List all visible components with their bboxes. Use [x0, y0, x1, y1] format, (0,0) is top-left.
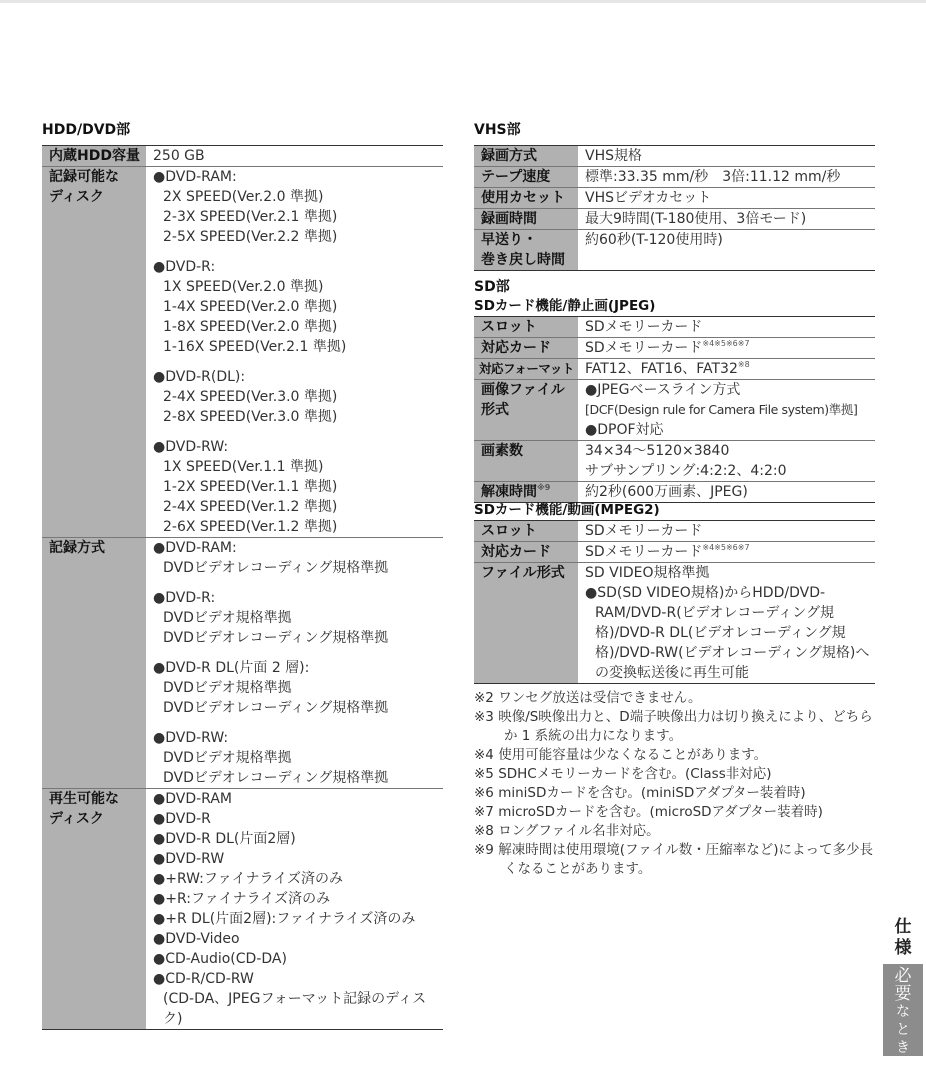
vhs-spec-table	[474, 145, 875, 271]
list-item: ●CD-R/CD-RW	[153, 971, 254, 987]
sd-mpeg-table	[474, 520, 875, 684]
table-row: 解凍時間$^{※9}$ 約2秒(600万画素、JPEG)	[474, 482, 875, 503]
playable-disc-value	[146, 789, 443, 1030]
list-item: ●DVD-R	[153, 811, 211, 827]
table-row: 使用カセット VHSビデオカセット	[474, 188, 875, 209]
footnotes	[474, 689, 879, 879]
hdd-dvd-section-title: HDD/DVD部	[42, 122, 131, 138]
disc-group-name: ●DVD-R(DL):	[153, 369, 246, 385]
hdd-capacity-row	[42, 146, 443, 167]
side-tab-when-needed[interactable]: 必 要 な と き	[883, 964, 923, 1056]
table-row: 対応フォーマット FAT12、FAT16、FAT32$^{※8}$	[474, 359, 875, 380]
sd-jpeg-table	[474, 316, 875, 503]
recording-method-label: 記録方式	[42, 538, 146, 789]
table-row: スロット SDメモリーカード	[474, 521, 875, 542]
table-row: ファイル形式 SD VIDEO規格準拠 ●SD(SD VIDEO規格)からHDD/DVD-RAM/DVD-R(ビデオレコーディング規格)/DVD-R DL(ビデオレコーディング規格)/DVD-RW(ビデオレコーディング規格)への変換転送後に再生可能	[474, 563, 875, 684]
list-item: ●CD-Audio(CD-DA)	[153, 951, 287, 967]
recording-method-row	[42, 538, 443, 789]
sd-mpeg-subtitle: SDカード機能/動画(MPEG2)	[474, 502, 660, 518]
sd-section-title: SD部	[474, 279, 510, 295]
hdd-capacity-value: 250 GB	[146, 146, 443, 167]
footnote: ※3 映像/S映像出力と、D端子映像出力は切り換えにより、どちらか 1 系統の出力になります。	[474, 709, 873, 744]
table-row: テープ速度 標準:33.35 mm/秒 3倍:11.12 mm/秒	[474, 167, 875, 188]
list-item: ●DVD-RW	[153, 851, 225, 867]
table-row: 対応カード SDメモリーカード$^{※4※5※6※7}$	[474, 542, 875, 563]
table-row: 早送り・ 巻き戻し時間 約60秒(T-120使用時)	[474, 230, 875, 271]
table-row: 画像ファイル 形式 ●JPEGベースライン方式 [DCF(Design rule for Camera File system)準拠] ●DPOF対応	[474, 380, 875, 441]
disc-group-name: ●DVD-RAM:	[153, 169, 237, 185]
list-item: (CD-DA、JPEGフォーマット記録のディスク)	[163, 991, 427, 1027]
list-item: ●+RW:ファイナライズ済のみ	[153, 871, 344, 887]
list-item: ●DVD-R DL(片面2層)	[153, 831, 296, 847]
footnote: ※5 SDHCメモリーカードを含む。(Class非対応)	[474, 766, 772, 782]
side-tab-specifications[interactable]: 仕 様	[894, 917, 912, 958]
list-item: ●+R:ファイナライズ済のみ	[153, 891, 331, 907]
table-row: 録画方式 VHS規格	[474, 146, 875, 167]
hdd-capacity-label: 内蔵HDD容量	[42, 146, 146, 167]
table-row: 画素数 34×34～5120×3840 サブサンプリング:4:2:2、4:2:0	[474, 441, 875, 482]
recordable-disc-value: ●DVD-RAM: 2X SPEED(Ver.2.0 準拠) 2-3X SPEED(Ver.2.1 準拠) 2-5X SPEED(Ver.2.2 準拠) ●DVD-R: 1X SPEED(Ver.2.0 準拠) 1-4X SPEED(Ver.2.0 準拠) 1-8X SPEED(Ver.2.0 準拠) 1-16X SPEED(Ver.2.1 準拠) ●DVD-R(DL): 2-4X SPEED(Ver.3.0 準拠) 2-8X SPEED(Ver.3.0 準拠) ●DVD-RW: 1X SPEED(Ver.1.1 準拠) 1-2X SPEED(Ver.1.1 準拠) 2-4X SPEED(Ver.1.2 準拠) 2-6X SPEED(Ver.1.2 準拠)	[146, 167, 443, 538]
vhs-section-title: VHS部	[474, 122, 521, 138]
playable-disc-label: 再生可能な ディスク	[42, 789, 146, 1030]
recordable-disc-row	[42, 167, 443, 538]
recording-method-value: ●DVD-RAM: DVDビデオレコーディング規格準拠 ●DVD-R: DVDビデオ規格準拠 DVDビデオレコーディング規格準拠 ●DVD-R DL(片面 2 層): DVDビデオ規格準拠 DVDビデオレコーディング規格準拠 ●DVD-RW: DVDビデオ規格準拠 DVDビデオレコーディング規格準拠	[146, 538, 443, 789]
top-border	[0, 0, 926, 3]
list-item: ●+R DL(片面2層):ファイナライズ済のみ	[153, 911, 416, 927]
list-item: ●DVD-Video	[153, 931, 240, 947]
list-item: ●DVD-RAM	[153, 791, 232, 807]
playable-disc-row	[42, 789, 443, 1030]
table-row: 対応カード SDメモリーカード$^{※4※5※6※7}$	[474, 338, 875, 359]
footnote: ※9 解凍時間は使用環境(ファイル数・圧縮率など)によって多少長くなることがあります。	[474, 842, 873, 877]
table-row: スロット SDメモリーカード	[474, 317, 875, 338]
disc-group-name: ●DVD-R:	[153, 259, 216, 275]
footnote: ※4 使用可能容量は少なくなることがあります。	[474, 747, 768, 763]
disc-group-name: ●DVD-RW:	[153, 439, 229, 455]
table-row: 録画時間 最大9時間(T-180使用、3倍モード)	[474, 209, 875, 230]
footnote: ※8 ロングファイル名非対応。	[474, 823, 660, 839]
footnote: ※6 miniSDカードを含む。(miniSDアダプター装着時)	[474, 785, 806, 801]
hdd-dvd-spec-table	[42, 145, 443, 1030]
footnote: ※2 ワンセグ放送は受信できません。	[474, 690, 702, 706]
sd-jpeg-subtitle: SDカード機能/静止画(JPEG)	[474, 298, 656, 314]
recordable-disc-label: 記録可能な ディスク	[42, 167, 146, 538]
footnote: ※7 microSDカードを含む。(microSDアダプター装着時)	[474, 804, 823, 820]
